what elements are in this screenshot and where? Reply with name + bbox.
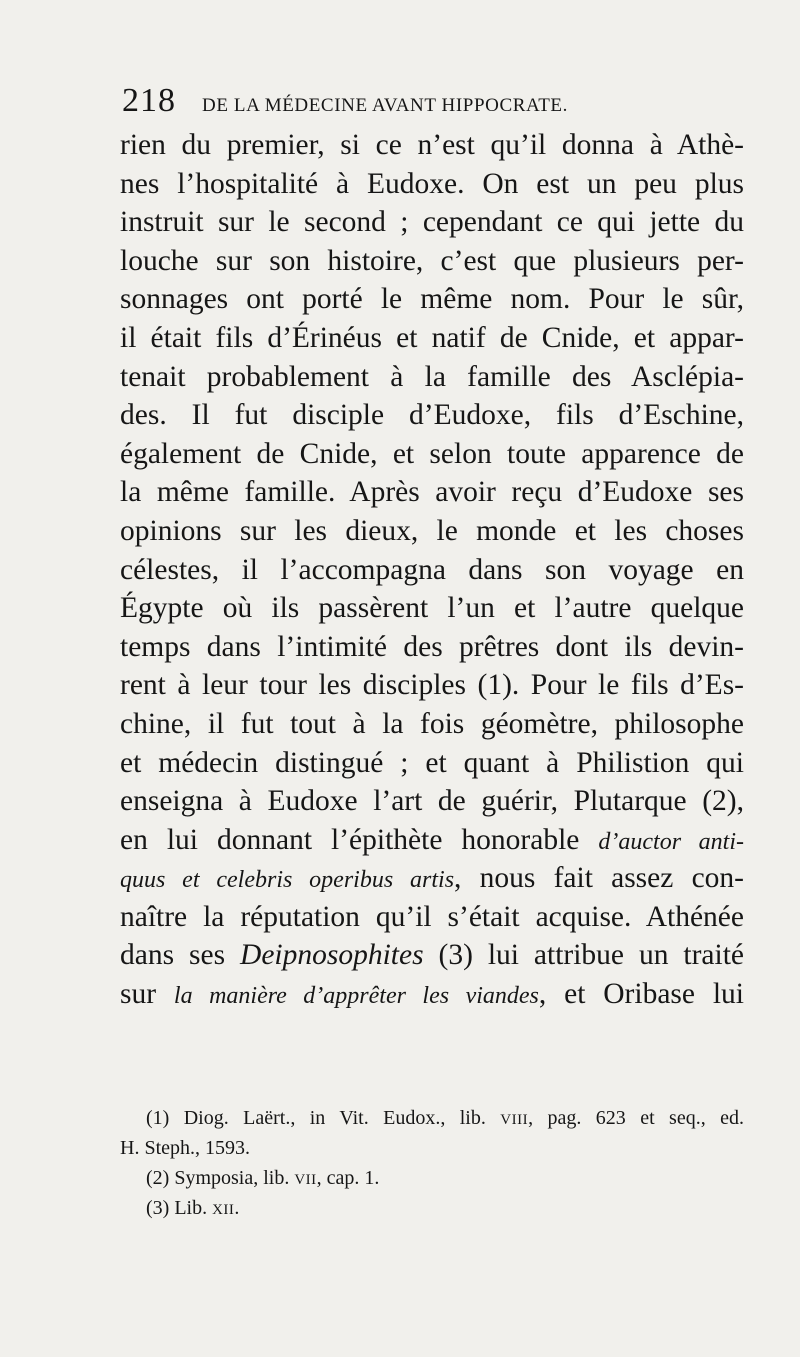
work-title: la manière d’apprêter les viandes xyxy=(173,983,539,1010)
text-run: , et Oribase lui xyxy=(538,978,744,1011)
text-line: enseigna à Eudoxe l’art de guérir, Plutarque (2), xyxy=(120,785,744,818)
book-numeral: VII xyxy=(294,1172,317,1188)
text-line: il était fils d’Érinéus et natif de Cnide, et appar- xyxy=(120,321,744,354)
text-line: instruit sur le second ; cependant ce qui jette du xyxy=(120,206,744,239)
footnotes xyxy=(120,1103,744,1223)
text-line xyxy=(120,821,744,860)
page-number: 218 xyxy=(122,82,176,119)
text-line: naître la réputation qu’il s’était acquise. Athénée xyxy=(120,900,744,933)
body-text xyxy=(120,126,744,1014)
text-line xyxy=(120,936,744,975)
text-line xyxy=(120,975,744,1014)
text-line: célestes, il l’accompagna dans son voyage en xyxy=(120,553,744,586)
text-run: dans ses xyxy=(120,939,226,972)
footnote-3 xyxy=(120,1193,744,1223)
text-line: tenait probablement à la famille des Asclépia- xyxy=(120,360,744,393)
work-title: Deipnosophites xyxy=(240,939,424,972)
text-line: Égypte où ils passèrent l’un et l’autre quelque xyxy=(120,592,744,625)
latin-quote: d’auctor anti- xyxy=(598,828,745,855)
running-head xyxy=(122,82,742,122)
text-line: chine, il fut tout à la fois géomètre, philosophe xyxy=(120,707,744,740)
footnote-text: , cap. 1. xyxy=(316,1167,380,1189)
footnote-text: , pag. 623 et seq., ed. xyxy=(528,1107,745,1129)
footnote-text: . xyxy=(234,1197,240,1219)
book-numeral: XII xyxy=(212,1202,235,1218)
text-line xyxy=(120,859,744,898)
text-line: louche sur son histoire, c’est que plusieurs per- xyxy=(120,244,744,277)
text-run: (3) lui attribue un traité xyxy=(438,939,744,972)
footnote-text: (3) Lib. xyxy=(146,1197,208,1219)
text-line: la même famille. Après avoir reçu d’Eudoxe ses xyxy=(120,476,744,509)
text-run: sur xyxy=(120,978,157,1011)
text-line: et médecin distingué ; et quant à Philistion qui xyxy=(120,746,744,779)
footnote-1-cont: H. Steph., 1593. xyxy=(120,1137,250,1159)
text-line: sonnages ont porté le même nom. Pour le sûr, xyxy=(120,283,744,316)
footnote-2 xyxy=(120,1163,744,1193)
footnote-text: (2) Symposia, lib. xyxy=(146,1167,290,1189)
text-run: , nous fait assez con- xyxy=(454,862,744,895)
text-line: temps dans l’intimité des prêtres dont ils devin- xyxy=(120,630,744,663)
text-line: des. Il fut disciple d’Eudoxe, fils d’Eschine, xyxy=(120,399,744,432)
latin-quote: quus et celebris operibus artis xyxy=(120,867,455,894)
text-line: rent à leur tour les disciples (1). Pour le fils d’Es- xyxy=(120,669,744,702)
footnote-text: (1) Diog. Laërt., in Vit. Eudox., lib. xyxy=(146,1107,486,1129)
text-line: opinions sur les dieux, le monde et les choses xyxy=(120,514,744,547)
running-title: DE LA MÉDECINE AVANT HIPPOCRATE. xyxy=(202,95,568,116)
footnote-1 xyxy=(120,1103,744,1133)
text-line: également de Cnide, et selon toute apparence de xyxy=(120,437,744,470)
book-numeral: VIII xyxy=(500,1112,529,1128)
text-run: en lui donnant l’épithète honorable xyxy=(120,823,580,856)
text-line: rien du premier, si ce n’est qu’il donna à Athè- xyxy=(120,129,744,161)
text-line: nes l’hospitalité à Eudoxe. On est un peu plus xyxy=(120,167,744,200)
